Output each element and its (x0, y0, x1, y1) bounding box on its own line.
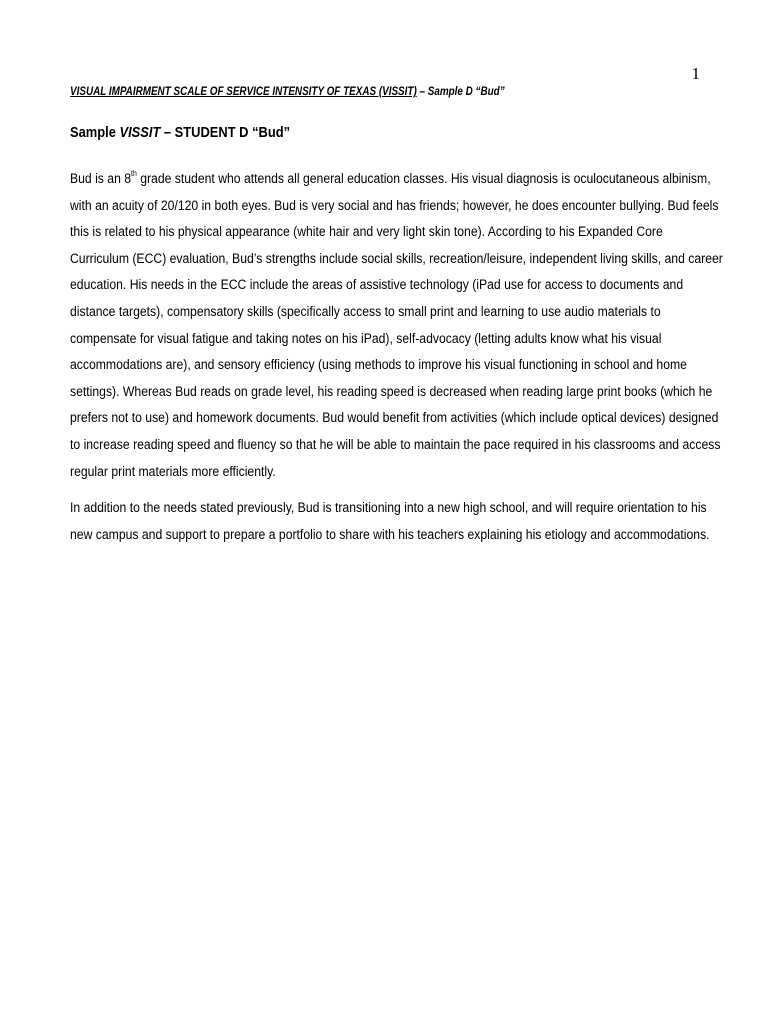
paragraph-line: prefers not to use) and homework documents. Bud would benefit from activities (which include optical devices) designed (70, 410, 719, 427)
paragraph-line: accommodations are), and sensory efficiency (using methods to improve his visual functioning in school and home (70, 357, 687, 374)
document-header (70, 86, 505, 98)
paragraph-line: settings). Whereas Bud reads on grade level, his reading speed is decreased when reading large print books (which he (70, 383, 713, 400)
paragraph-line: to increase reading speed and fluency so that he will be able to maintain the pace required in his classrooms and access (70, 436, 721, 453)
title-italic: VISSIT (119, 124, 161, 141)
paragraph-line: new campus and support to prepare a portfolio to share with his teachers explaining his etiology and accommodations. (70, 526, 710, 543)
paragraph-line: this is related to his physical appearance (white hair and very light skin tone). According to his Expanded Core (70, 224, 663, 241)
paragraph-line: with an acuity of 20/120 in both eyes. Bud is very social and has friends; however, he does encounter bullying. Bud feels (70, 197, 719, 214)
line-1-start: Bud is an 8 (70, 171, 132, 187)
title-prefix: Sample (70, 124, 120, 141)
line-1-end: grade student who attends all general education classes. His visual diagnosis is oculocutaneous albinism, (136, 171, 711, 187)
paragraph-2 (70, 495, 710, 548)
paragraph-1 (70, 166, 723, 485)
header-title: VISUAL IMPAIRMENT SCALE OF SERVICE INTENSITY OF TEXAS (VISSIT) (70, 86, 417, 98)
paragraph-line: Curriculum (ECC) evaluation, Bud’s strengths include social skills, recreation/leisure, independent living skills, and career (70, 250, 723, 267)
paragraph-line: education. His needs in the ECC include the areas of assistive technology (iPad use for access to documents and (70, 277, 684, 294)
document-title (70, 124, 290, 141)
ordinal-superscript: th (131, 169, 137, 179)
paragraph-line: compensate for visual fatigue and taking notes on his iPad), self-advocacy (letting adults know what his visual (70, 330, 662, 347)
document-body (70, 166, 723, 558)
title-suffix: – STUDENT D “Bud” (160, 124, 291, 141)
page-number: 1 (691, 64, 700, 83)
paragraph-line: distance targets), compensatory skills (specifically access to small print and learning to use audio materials to (70, 303, 661, 320)
paragraph-line: regular print materials more efficiently. (70, 463, 276, 480)
paragraph-1-line-1 (70, 166, 711, 193)
header-subtitle: – Sample D “Bud” (416, 86, 505, 98)
paragraph-line: In addition to the needs stated previously, Bud is transitioning into a new high school, and will require orientation to his (70, 500, 707, 517)
